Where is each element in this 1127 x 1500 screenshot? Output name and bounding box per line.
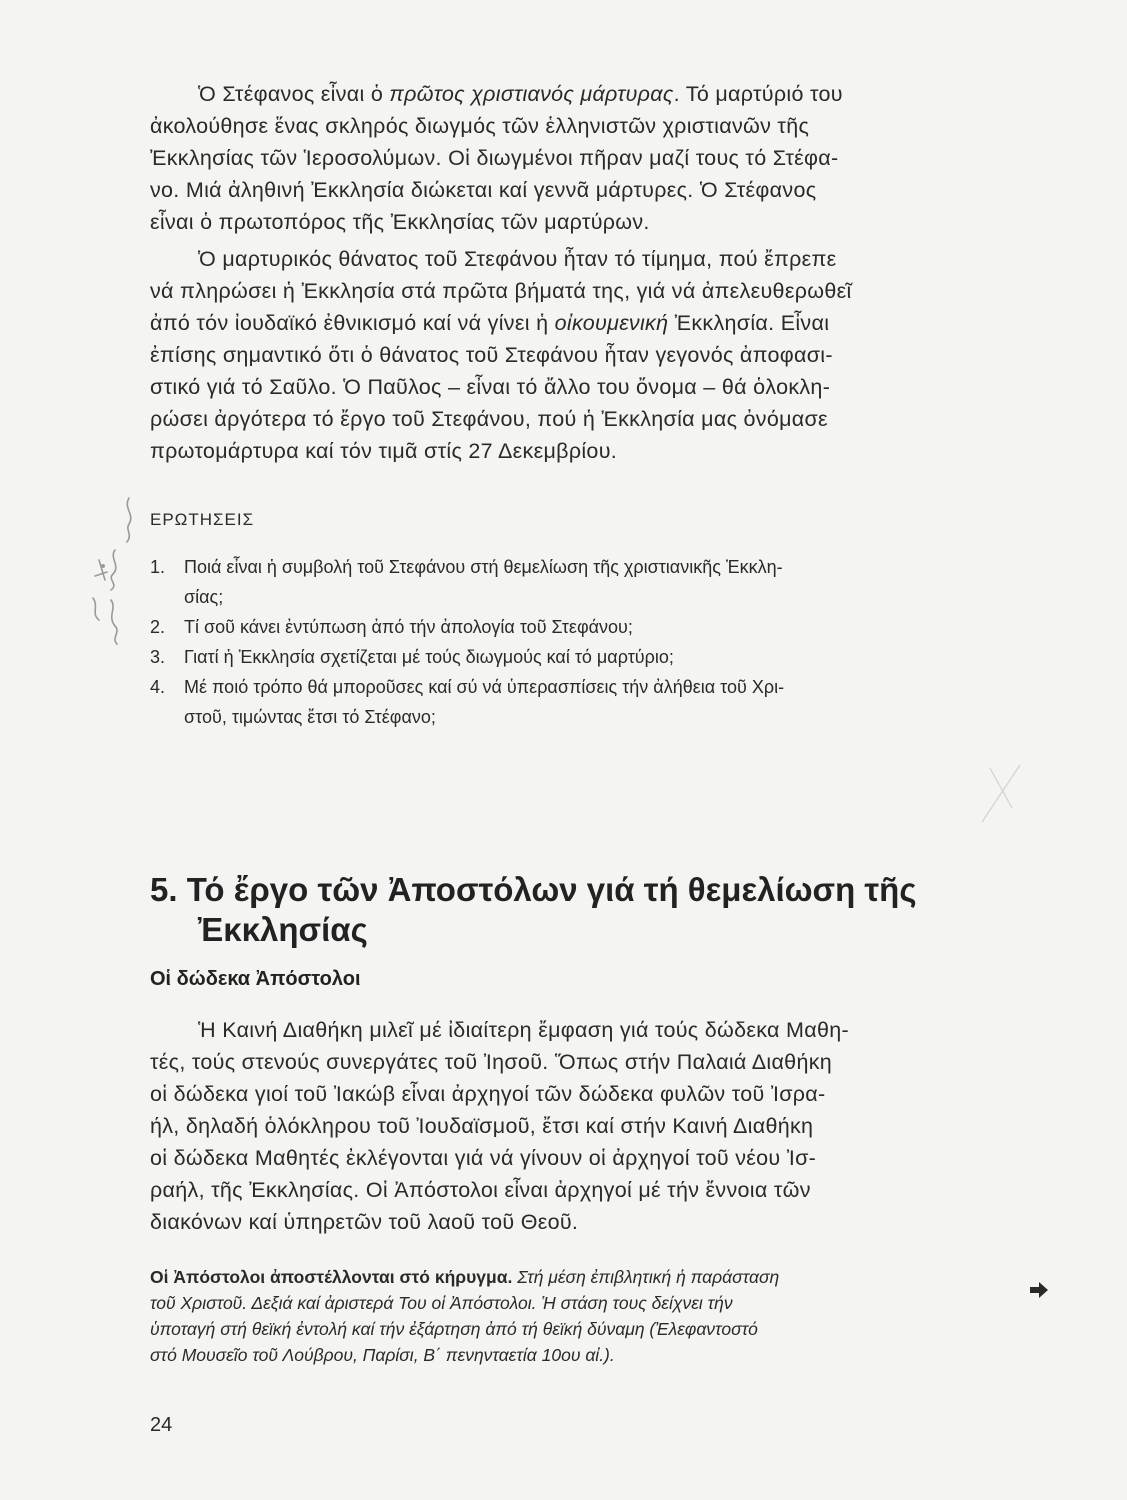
intro-line-4: νο. Μιά ἀληθινή Ἐκκλησία διώκεται καί γεννᾶ μάρτυρες. Ὁ Στέφανος <box>150 178 817 202</box>
question-item-4 <box>150 672 1010 732</box>
question-number: 1. <box>150 557 166 577</box>
image-caption <box>150 1264 1010 1368</box>
para2-line-3 <box>150 307 1000 339</box>
chapter-title-line-2: Ἐκκλησίας <box>198 911 368 948</box>
question-text: Γιατί ἡ Ἐκκλησία σχετίζεται μέ τούς διωγμούς καί τό μαρτύριο; <box>184 647 674 667</box>
intro-line-1 <box>150 78 1000 110</box>
para2-line-6: ρώσει ἀργότερα τό ἔργο τοῦ Στεφάνου, πού ἡ Ἐκκλησία μας ὀνόμασε <box>150 407 828 431</box>
intro-line-1-end: . Τό μαρτύριό του <box>673 82 843 106</box>
caption-title: Οἱ Ἀπόστολοι ἀποστέλλονται στό κήρυγμα. <box>150 1267 513 1287</box>
martyrdom-paragraph <box>150 243 1000 467</box>
questions-list <box>150 552 1010 732</box>
pencil-scribble-icon <box>85 480 145 650</box>
para2-emphasis: οἰκουμενική <box>554 311 669 335</box>
arrow-right-icon <box>1030 1282 1048 1298</box>
para2-line-2: νά πληρώσει ἡ Ἐκκλησία στά πρῶτα βήματά της, γιά νά ἀπελευθερωθεῖ <box>150 279 852 303</box>
question-item-3 <box>150 642 1010 672</box>
apostles-paragraph <box>150 1014 1000 1238</box>
intro-line-5: εἶναι ὁ πρωτοπόρος τῆς Ἐκκλησίας τῶν μαρτύρων. <box>150 210 650 234</box>
chapter-title-line-1: 5. Τό ἔργο τῶν Ἀποστόλων γιά τή θεμελίωση τῆς <box>150 871 917 908</box>
page-number: 24 <box>150 1414 173 1436</box>
questions-heading: ΕΡΩΤΗΣΕΙΣ <box>150 510 255 529</box>
intro-paragraph <box>150 78 1000 238</box>
question-item-2 <box>150 612 1010 642</box>
caption-line-1: Στή μέση ἐπιβλητική ἡ παράσταση <box>512 1267 780 1287</box>
section-line-5: οἱ δώδεκα Μαθητές ἐκλέγονται γιά νά γίνουν οἱ ἀρχηγοί τοῦ νέου Ἰσ- <box>150 1146 817 1170</box>
question-text-continued: στοῦ, τιμώντας ἔτσι τό Στέφανο; <box>184 707 436 727</box>
section-title: Οἱ δώδεκα Ἀπόστολοι <box>150 968 361 990</box>
question-text-continued: σίας; <box>184 587 224 607</box>
question-number: 3. <box>150 647 166 667</box>
question-text: Τί σοῦ κάνει ἐντύπωση ἀπό τήν ἀπολογία τοῦ Στεφάνου; <box>184 617 633 637</box>
section-line-7: διακόνων καί ὑπηρετῶν τοῦ λαοῦ τοῦ Θεοῦ. <box>150 1210 579 1234</box>
question-text: Μέ ποιό τρόπο θά μποροῦσες καί σύ νά ὑπερασπίσεις τήν ἀλήθεια τοῦ Χρι- <box>184 677 785 697</box>
question-number: 4. <box>150 677 166 697</box>
section-line-3: οἱ δώδεκα γιοί τοῦ Ἰακώβ εἶναι ἀρχηγοί τῶν δώδεκα φυλῶν τοῦ Ἰσρα- <box>150 1082 826 1106</box>
para2-line-1: Ὁ μαρτυρικός θάνατος τοῦ Στεφάνου ἦταν τό τίμημα, πού ἔπρεπε <box>198 247 837 271</box>
question-text: Ποιά εἶναι ἡ συμβολή τοῦ Στεφάνου στή θεμελίωση τῆς χριστιανικῆς Ἐκκλη- <box>184 557 783 577</box>
para2-line-3-start: ἀπό τόν ἰουδαϊκό ἐθνικισμό καί νά γίνει ἡ <box>150 311 555 335</box>
caption-line-4: στό Μουσεῖο τοῦ Λούβρου, Παρίσι, Β΄ πενηνταετία 10ου αἰ.). <box>150 1345 615 1365</box>
intro-emphasis: πρῶτος χριστιανός μάρτυρας <box>389 82 674 106</box>
para2-line-7: πρωτομάρτυρα καί τόν τιμᾶ στίς 27 Δεκεμβρίου. <box>150 439 618 463</box>
section-line-2: τές, τούς στενούς συνεργάτες τοῦ Ἰησοῦ. Ὅπως στήν Παλαιά Διαθήκη <box>150 1050 833 1074</box>
para2-line-5: στικό γιά τό Σαῦλο. Ὁ Παῦλος – εἶναι τό ἄλλο του ὄνομα – θά ὁλοκλη- <box>150 375 831 399</box>
section-line-4: ήλ, δηλαδή ὁλόκληρου τοῦ Ἰουδαϊσμοῦ, ἔτσι καί στήν Καινή Διαθήκη <box>150 1114 814 1138</box>
intro-line-2: ἀκολούθησε ἕνας σκληρός διωγμός τῶν ἑλληνιστῶν χριστιανῶν τῆς <box>150 114 810 138</box>
para2-line-4: ἐπίσης σημαντικό ὅτι ὁ θάνατος τοῦ Στεφάνου ἦταν γεγονός ἀποφασι- <box>150 343 833 367</box>
caption-line-3: ὑποταγή στή θεϊκή ἐντολή καί τήν ἐξάρτηση ἀπό τή θεϊκή δύναμη (Ἐλεφαντοστό <box>150 1319 758 1339</box>
section-line-1: Ἡ Καινή Διαθήκη μιλεῖ μέ ἰδιαίτερη ἔμφαση γιά τούς δώδεκα Μαθη- <box>198 1018 849 1042</box>
caption-line-2: τοῦ Χριστοῦ. Δεξιά καί ἀριστερά Του οἱ Ἀπόστολοι. Ἡ στάση τους δείχνει τήν <box>150 1293 733 1313</box>
intro-line-1-start: Ὁ Στέφανος εἶναι ὁ <box>198 82 390 106</box>
para2-line-3-end: Ἐκκλησία. Εἶναι <box>668 311 830 335</box>
question-item-1 <box>150 552 1010 612</box>
question-number: 2. <box>150 617 166 637</box>
chapter-title <box>150 870 916 950</box>
intro-line-3: Ἐκκλησίας τῶν Ἱεροσολύμων. Οἱ διωγμένοι πῆραν μαζί τους τό Στέφα- <box>150 146 839 170</box>
section-line-6: ραήλ, τῆς Ἐκκλησίας. Οἱ Ἀπόστολοι εἶναι ἀρχηγοί μέ τήν ἔννοια τῶν <box>150 1178 811 1202</box>
faint-mark-icon <box>960 760 1030 830</box>
